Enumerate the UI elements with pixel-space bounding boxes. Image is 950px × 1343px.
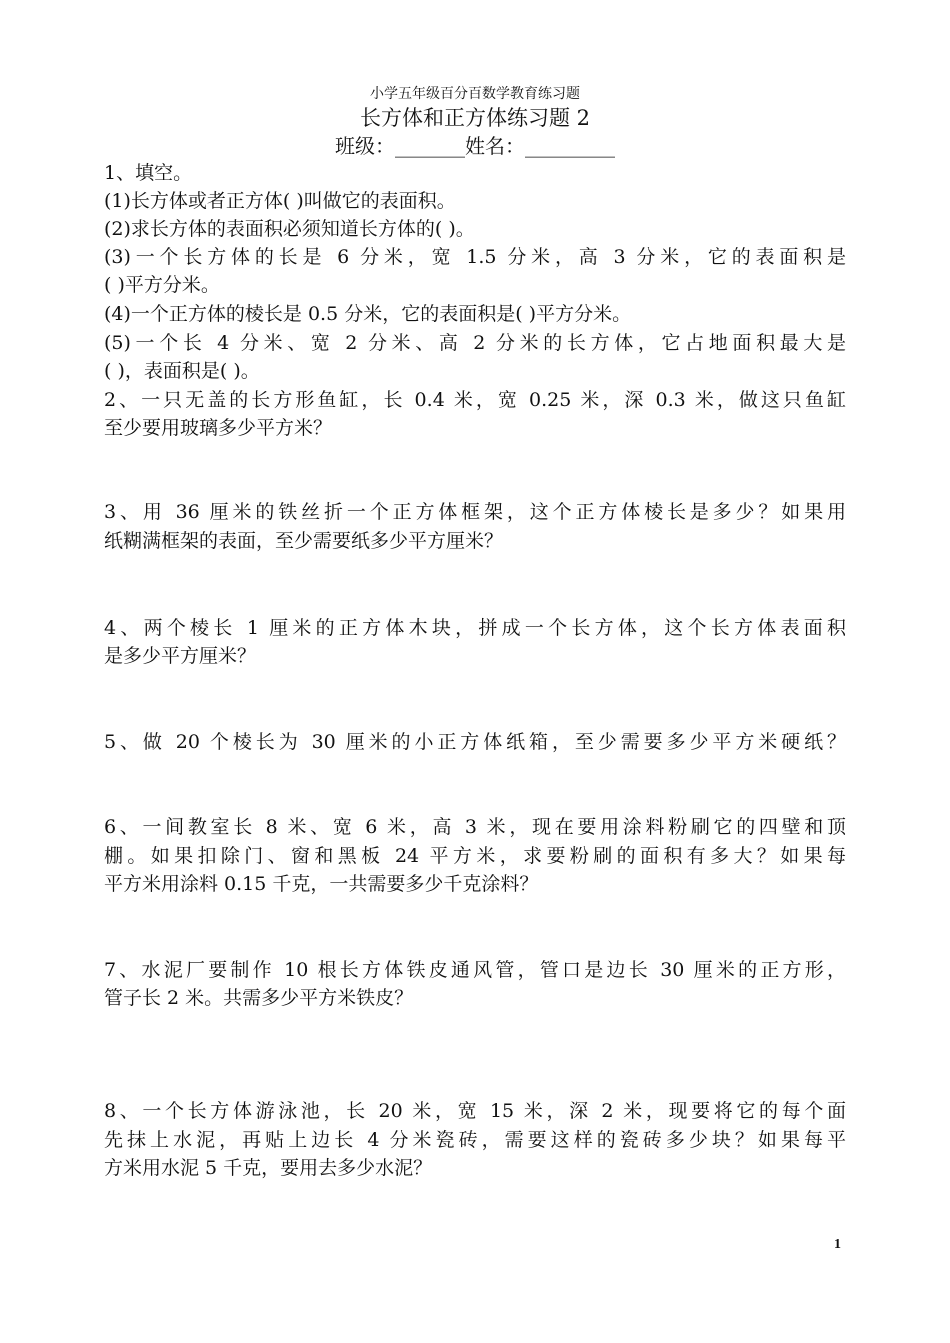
problem-line: 棚。如果扣除门、窗和黑板 24 平方米，求要粉刷的面积有多大？如果每	[104, 845, 846, 867]
problem-line: 是多少平方厘米？	[104, 645, 257, 667]
problem-line: 2、一只无盖的长方形鱼缸，长 0.4 米，宽 0.25 米，深 0.3 米，做这只鱼缸	[104, 389, 846, 411]
problem-line: 3、用 36 厘米的铁丝折一个正方体框架，这个正方体棱长是多少？如果用	[104, 501, 846, 523]
fill-in-question-1: (1)长方体或者正方体( )叫做它的表面积。	[104, 190, 456, 212]
fill-in-question-5: (5)一个长 4 分米、宽 2 分米、高 2 分米的长方体，它占地面积最大是	[104, 332, 846, 354]
fill-in-question-3-cont: ( )平方分米。	[104, 274, 220, 296]
problem-line: 4、两个棱长 1 厘米的正方体木块，拼成一个长方体，这个长方体表面积	[104, 617, 846, 639]
fill-in-question-2: (2)求长方体的表面积必须知道长方体的( )。	[104, 218, 475, 240]
class-name-line: 班级：_______姓名：_________	[335, 134, 615, 158]
problem-line: 纸糊满框架的表面，至少需要纸多少平方厘米？	[104, 530, 504, 552]
problem-line: 5、做 20 个棱长为 30 厘米的小正方体纸箱，至少需要多少平方米硬纸？	[104, 731, 846, 753]
problem-line: 8、一个长方体游泳池，长 20 米，宽 15 米，深 2 米，现要将它的每个面	[104, 1100, 846, 1122]
fill-in-question-4: (4)一个正方体的棱长是 0.5 分米，它的表面积是( )平方分米。	[104, 303, 632, 325]
problem-line: 平方米用涂料 0.15 千克，一共需要多少千克涂料？	[104, 873, 539, 895]
problem-line: 7、水泥厂要制作 10 根长方体铁皮通风管，管口是边长 30 厘米的正方形，	[104, 959, 846, 981]
problem-line: 方米用水泥 5 千克，要用去多少水泥？	[104, 1157, 433, 1179]
problem-line: 先抹上水泥，再贴上边长 4 分米瓷砖，需要这样的瓷砖多少块？如果每平	[104, 1129, 846, 1151]
page-number: 1	[834, 1237, 841, 1252]
problem-line: 管子长 2 米。共需多少平方米铁皮？	[104, 987, 414, 1009]
section-heading: 1、填空。	[104, 162, 193, 184]
worksheet-subtitle: 小学五年级百分百数学教育练习题	[370, 86, 580, 102]
worksheet-title: 长方体和正方体练习题 2	[359, 106, 591, 130]
problem-line: 6、一间教室长 8 米、宽 6 米，高 3 米，现在要用涂料粉刷它的四壁和顶	[104, 816, 846, 838]
fill-in-question-5-cont: ( )，表面积是( )。	[104, 360, 260, 382]
problem-line: 至少要用玻璃多少平方米？	[104, 417, 333, 439]
fill-in-question-3: (3)一个长方体的长是 6 分米，宽 1.5 分米，高 3 分米，它的表面积是	[104, 246, 846, 268]
